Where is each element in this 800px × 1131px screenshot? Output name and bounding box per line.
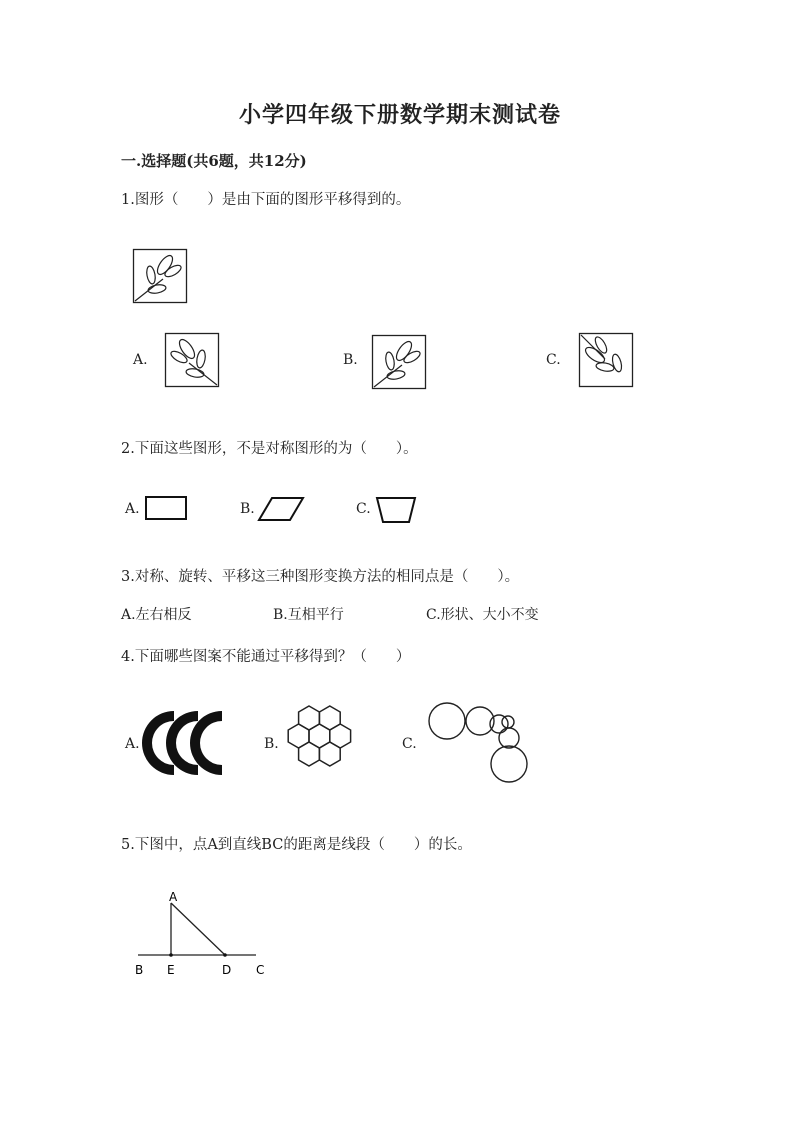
q1-option-b-label[interactable]: B. [343, 352, 358, 368]
q4-option-a-crescents[interactable] [150, 709, 228, 777]
hexagon-cell [299, 742, 320, 766]
question-2-text: 2.下面这些图形，不是对称图形的为（ ）。 [121, 441, 418, 457]
point-d-label: D [222, 963, 232, 977]
q1-reference-figure [133, 249, 187, 303]
page-title: 小学四年级下册数学期末测试卷 [238, 102, 561, 128]
q1-option-c-label[interactable]: C. [546, 352, 561, 368]
q2-option-a-rectangle[interactable] [145, 496, 187, 520]
q4-option-a-label[interactable]: A. [125, 736, 140, 752]
q3-option-a[interactable]: A.左右相反 [121, 607, 192, 623]
q4-option-b-label[interactable]: B. [264, 736, 279, 752]
q4-option-c-circles[interactable] [428, 702, 532, 784]
q1-option-c-figure[interactable] [579, 333, 633, 387]
question-5-text: 5.下图中，点A到直线BC的距离是线段（ ）的长。 [121, 837, 472, 853]
q2-option-b-parallelogram[interactable] [258, 497, 304, 521]
question-4-text: 4.下面哪些图案不能通过平移得到？（ ） [121, 649, 411, 665]
section-heading: 一.选择题(共6题，共12分) [121, 152, 307, 170]
point-c-label: C [256, 963, 265, 977]
point-a-label: A [169, 890, 178, 904]
q4-option-c-label[interactable]: C. [402, 736, 417, 752]
question-1-text: 1.图形（ ）是由下面的图形平移得到的。 [121, 192, 411, 208]
q4-option-b-hexagons[interactable] [283, 704, 367, 786]
q5-geometry-figure [130, 886, 270, 978]
hexagon-cell [319, 742, 340, 766]
point-e-label: E [167, 963, 175, 977]
q2-option-c-label[interactable]: C. [356, 501, 371, 517]
q3-option-b[interactable]: B.互相平行 [273, 607, 344, 623]
point-b-label: B [135, 963, 144, 977]
q2-option-a-label[interactable]: A. [125, 501, 140, 517]
question-3-text: 3.对称、旋转、平移这三种图形变换方法的相同点是（ ）。 [121, 569, 520, 585]
q1-option-a-figure[interactable] [165, 333, 219, 387]
q1-option-b-figure[interactable] [372, 335, 426, 389]
q2-option-b-label[interactable]: B. [240, 501, 255, 517]
q2-option-c-trapezoid[interactable] [376, 497, 416, 523]
q3-option-c[interactable]: C.形状、大小不变 [426, 607, 539, 623]
q1-option-a-label[interactable]: A. [133, 352, 148, 368]
